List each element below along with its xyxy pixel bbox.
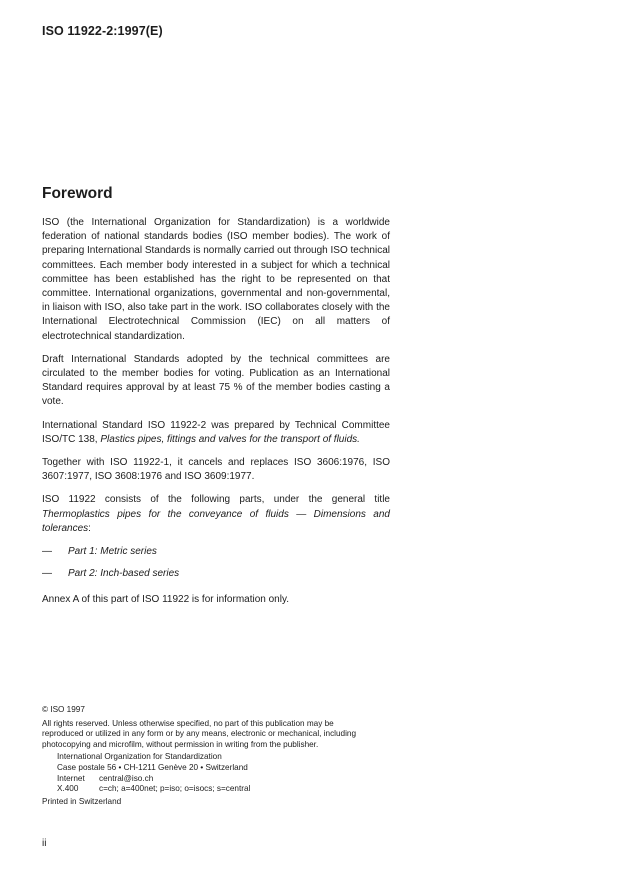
list-item-part-1: Part 1: Metric series bbox=[68, 546, 157, 558]
paragraph-parts bbox=[42, 493, 390, 536]
org-name: International Organization for Standardization bbox=[57, 752, 222, 762]
printed-in: Printed in Switzerland bbox=[42, 796, 122, 806]
list-item bbox=[42, 545, 390, 559]
x400-value: c=ch; a=400net; p=iso; o=isocs; s=central bbox=[99, 784, 251, 794]
internet-label: Internet bbox=[57, 773, 85, 783]
list-dash: — bbox=[42, 568, 52, 580]
paragraph-replaces: Together with ISO 11922-1, it cancels and replaces ISO 3606:1976, ISO 3607:1977, ISO 3608:1976 and ISO 3609:1977. bbox=[42, 457, 390, 483]
foreword-heading: Foreword bbox=[42, 185, 113, 202]
foreword-body bbox=[42, 216, 390, 617]
paragraph-prepared-by bbox=[42, 419, 390, 447]
copyright-notice: © ISO 1997 bbox=[42, 705, 85, 714]
paragraph-annex: Annex A of this part of ISO 11922 is for information only. bbox=[42, 594, 289, 606]
list-item bbox=[42, 567, 390, 581]
committee-title: Plastics pipes, fittings and valves for the transport of fluids. bbox=[100, 433, 360, 445]
parts-intro-text: ISO 11922 consists of the following parts, under the general title bbox=[42, 494, 390, 506]
x400-label: X.400 bbox=[57, 784, 79, 794]
postal-address: Case postale 56 • CH-1211 Genève 20 • Switzerland bbox=[57, 762, 248, 772]
internet-value: central@iso.ch bbox=[99, 773, 154, 783]
page-number: ii bbox=[42, 838, 47, 849]
prepared-by-text: International Standard ISO 11922-2 was prepared by Technical Committee ISO/TC 138, bbox=[42, 419, 390, 445]
rights-notice: All rights reserved. Unless otherwise specified, no part of this publication may be reproduced or utilized in any form or by any means, electronic or mechanical, including photocopying and microfilm, without permission in writing from the publisher. bbox=[42, 718, 357, 749]
parts-colon: : bbox=[88, 522, 91, 534]
copyright-block bbox=[42, 705, 372, 807]
general-title: Thermoplastics pipes for the conveyance of fluids — Dimensions and tolerances bbox=[42, 508, 390, 534]
x400-row bbox=[57, 784, 372, 795]
document-id-header: ISO 11922-2:1997(E) bbox=[42, 24, 163, 38]
list-dash: — bbox=[42, 546, 52, 558]
paragraph-draft-standards: Draft International Standards adopted by the technical committees are circulated to the member bodies for voting. Publication as an International Standard requires approval by at least 75 % of the member bodies casting a vote. bbox=[42, 353, 390, 408]
iso-address bbox=[42, 752, 372, 794]
list-item-part-2: Part 2: Inch-based series bbox=[68, 568, 180, 580]
paragraph-iso-overview: ISO (the International Organization for Standardization) is a worldwide federation of national standards bodies (ISO member bodies). The work of preparing International Standards is normally carried out through ISO technical committees. Each member body interested in a subject for which a technical committee has been established has the right to be represented on that committee. International organizations, governmental and non-governmental, in liaison with ISO, also take part in the work. ISO collaborates closely with the International Electrotechnical Commission (IEC) on all matters of electrotechnical standardization. bbox=[42, 217, 390, 342]
internet-row bbox=[57, 774, 372, 785]
